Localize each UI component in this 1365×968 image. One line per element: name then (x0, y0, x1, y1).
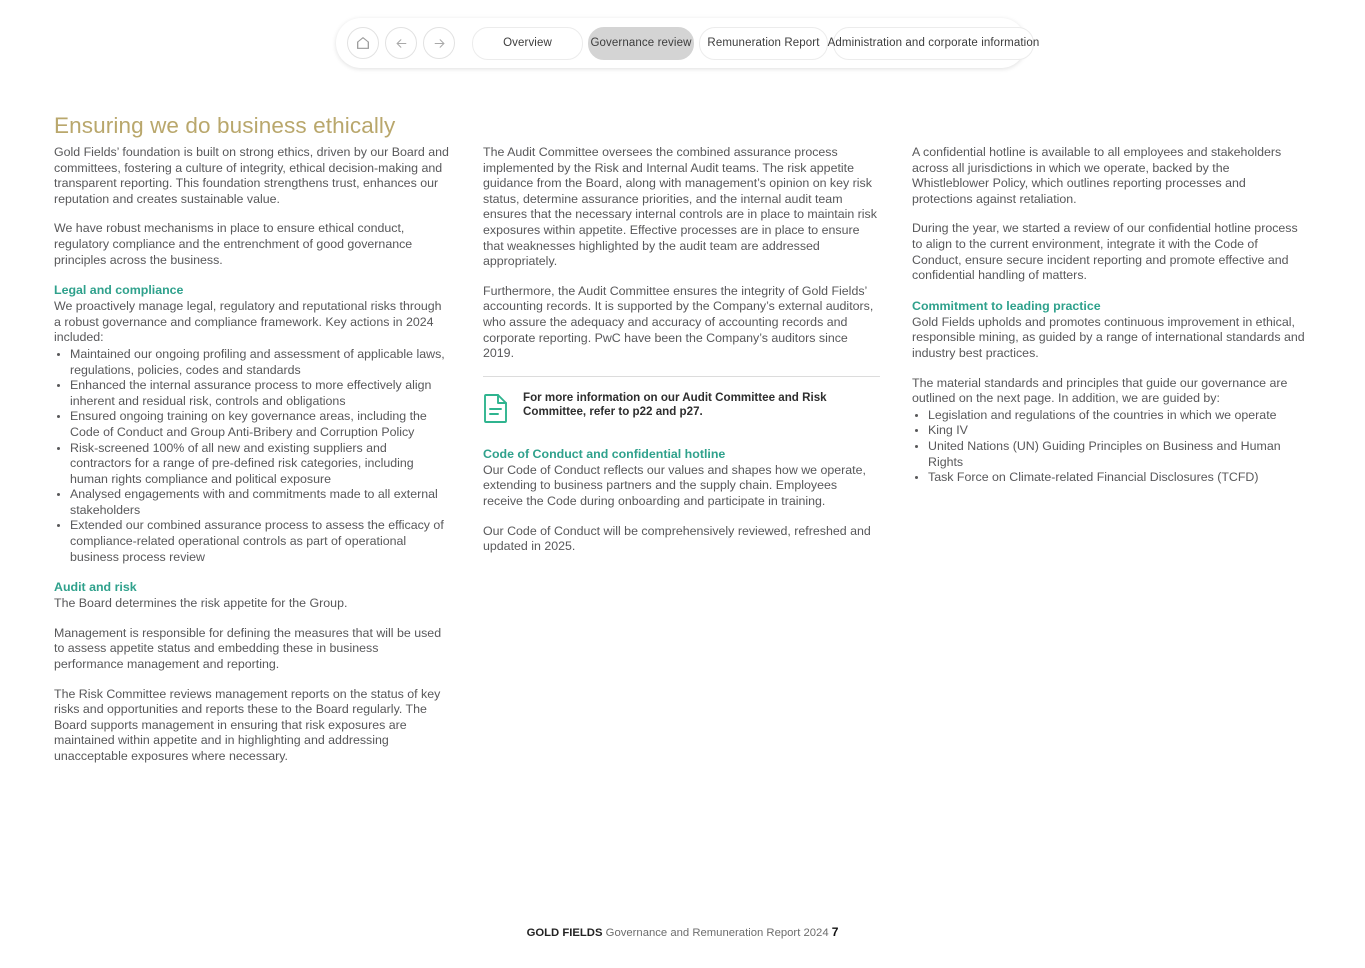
tab-remuneration-report[interactable] (699, 27, 828, 60)
list-item: Extended our combined assurance process to assess the efficacy of compliance-related operational controls as part of operational business process review (54, 518, 451, 565)
col3-paragraph-2: During the year, we started a review of our confidential hotline process to align to the current environment, integrate it with the Code of Conduct, ensure secure incident reporting and promote effective and confidential handling of matters. (912, 221, 1298, 283)
tab-administration-label: Administration and corporate information (827, 37, 1040, 49)
document-icon (483, 392, 509, 424)
col1-paragraph-3: We proactively manage legal, regulatory and reputational risks through a robust governance and compliance framework. Key actions in 2024 included: (54, 299, 442, 345)
page-title: Ensuring we do business ethically (54, 113, 396, 139)
arrow-left-icon (394, 36, 409, 51)
col3-paragraph-3: Gold Fields upholds and promotes continuous improvement in ethical, responsible mining, as guided by a range of international standards and industry best practices. (912, 314, 1305, 360)
col3-paragraph-1: A confidential hotline is available to all employees and stakeholders across all jurisdictions in which we operate, backed by the Whistleblower Policy, which outlines reporting processes and protections against retaliation. (912, 145, 1282, 206)
col1-paragraph-2: We have robust mechanisms in place to ensure ethical conduct, regulatory compliance and the entrenchment of good governance principles across the business. (54, 221, 413, 267)
heading-legal-and-compliance: Legal and compliance (54, 283, 184, 298)
col2-paragraph-3: Our Code of Conduct reflects our values and shapes how we operate, extending to business partners and the supply chain. Employees receive the Code during onboarding and participate in training. (483, 462, 866, 508)
page-footer (0, 925, 1365, 939)
footer-brand: GOLD FIELDS (526, 927, 603, 939)
content-columns (54, 145, 1310, 765)
list-item: King IV (912, 423, 1309, 439)
nav-tabs (472, 27, 1040, 60)
tab-overview[interactable] (472, 27, 583, 60)
divider (483, 376, 880, 377)
back-button[interactable] (385, 27, 417, 59)
home-icon (355, 35, 371, 51)
footer-report-title: Governance and Remuneration Report 2024 (605, 927, 829, 939)
guiding-standards-list (912, 408, 1309, 486)
heading-commitment-to-leading-practice: Commitment to leading practice (912, 298, 1101, 313)
tab-governance-review-label: Governance review (590, 37, 692, 49)
col1-paragraph-4: The Board determines the risk appetite for the Group. (54, 596, 348, 611)
col1-paragraph-5: Management is responsible for defining the measures that will be used to assess appetite status and embedding these in business performance management and reporting. (54, 625, 442, 672)
heading-audit-and-risk: Audit and risk (54, 580, 137, 595)
list-item: United Nations (UN) Guiding Principles on Business and Human Rights (912, 439, 1309, 470)
forward-button[interactable] (423, 27, 455, 59)
top-navigation-bar (336, 18, 1040, 68)
arrow-right-icon (432, 36, 447, 51)
list-item: Maintained our ongoing profiling and assessment of applicable laws, regulations, policies, codes and standards (54, 347, 451, 378)
cross-reference-callout (483, 391, 880, 424)
footer-page-number: 7 (831, 925, 839, 939)
col1-paragraph-1: Gold Fields’ foundation is built on strong ethics, driven by our Board and committees, fostering a culture of integrity, ethical decision-making and transparent reporting. This foundation strengthens trust, enhances our reputation and creates sustainable value. (54, 145, 449, 206)
tab-remuneration-report-label: Remuneration Report (707, 37, 820, 49)
column-one (54, 145, 451, 765)
tab-overview-label: Overview (503, 37, 552, 49)
list-item: Analysed engagements with and commitments made to all external stakeholders (54, 487, 451, 518)
column-two (483, 145, 880, 765)
home-button[interactable] (347, 27, 379, 59)
col1-paragraph-6: The Risk Committee reviews management reports on the status of key risks and opportunities and reports these to the Board regularly. The Board supports management in ensuring that risk exposures are maintained within appetite and in highlighting and addressing unacceptable exposures where necessary. (54, 686, 441, 763)
list-item: Enhanced the internal assurance process to more effectively align inherent and residual risk, controls and obligations (54, 378, 451, 409)
col2-paragraph-4: Our Code of Conduct will be comprehensively reviewed, refreshed and updated in 2025. (483, 523, 871, 554)
list-item: Risk-screened 100% of all new and existing suppliers and contractors for a range of pre-defined risk categories, including human rights compliance and political exposure (54, 441, 451, 488)
legal-actions-list (54, 347, 451, 565)
column-three (912, 145, 1309, 765)
tab-administration[interactable] (827, 27, 1040, 60)
list-item: Legislation and regulations of the countries in which we operate (912, 408, 1309, 424)
heading-code-of-conduct: Code of Conduct and confidential hotline (483, 446, 726, 461)
col2-paragraph-1: The Audit Committee oversees the combined assurance process implemented by the Risk and Internal Audit teams. The risk appetite guidance from the Board, along with management’s opinion on key risk status, determine assurance priorities, and the internal audit team ensures that the necessary internal controls are in place to maintain risk exposures within appetite. Effective processes are in place to ensure that weaknesses highlighted by the audit team are addressed appropriately. (483, 145, 877, 269)
tab-governance-review[interactable] (588, 27, 694, 60)
col3-paragraph-4: The material standards and principles that guide our governance are outlined on the next page. In addition, we are guided by: (912, 375, 1288, 406)
list-item: Task Force on Climate-related Financial Disclosures (TCFD) (912, 470, 1309, 486)
col2-paragraph-2: Furthermore, the Audit Committee ensures the integrity of Gold Fields’ accounting records. It is supported by the Company’s external auditors, who assure the adequacy and accuracy of accounting records and corporate reporting. PwC have been the Company’s auditors since 2019. (483, 283, 874, 361)
callout-text: For more information on our Audit Committee and Risk Committee, refer to p22 and p27. (523, 390, 827, 419)
list-item: Ensured ongoing training on key governance areas, including the Code of Conduct and Group Anti-Bribery and Corruption Policy (54, 409, 451, 440)
